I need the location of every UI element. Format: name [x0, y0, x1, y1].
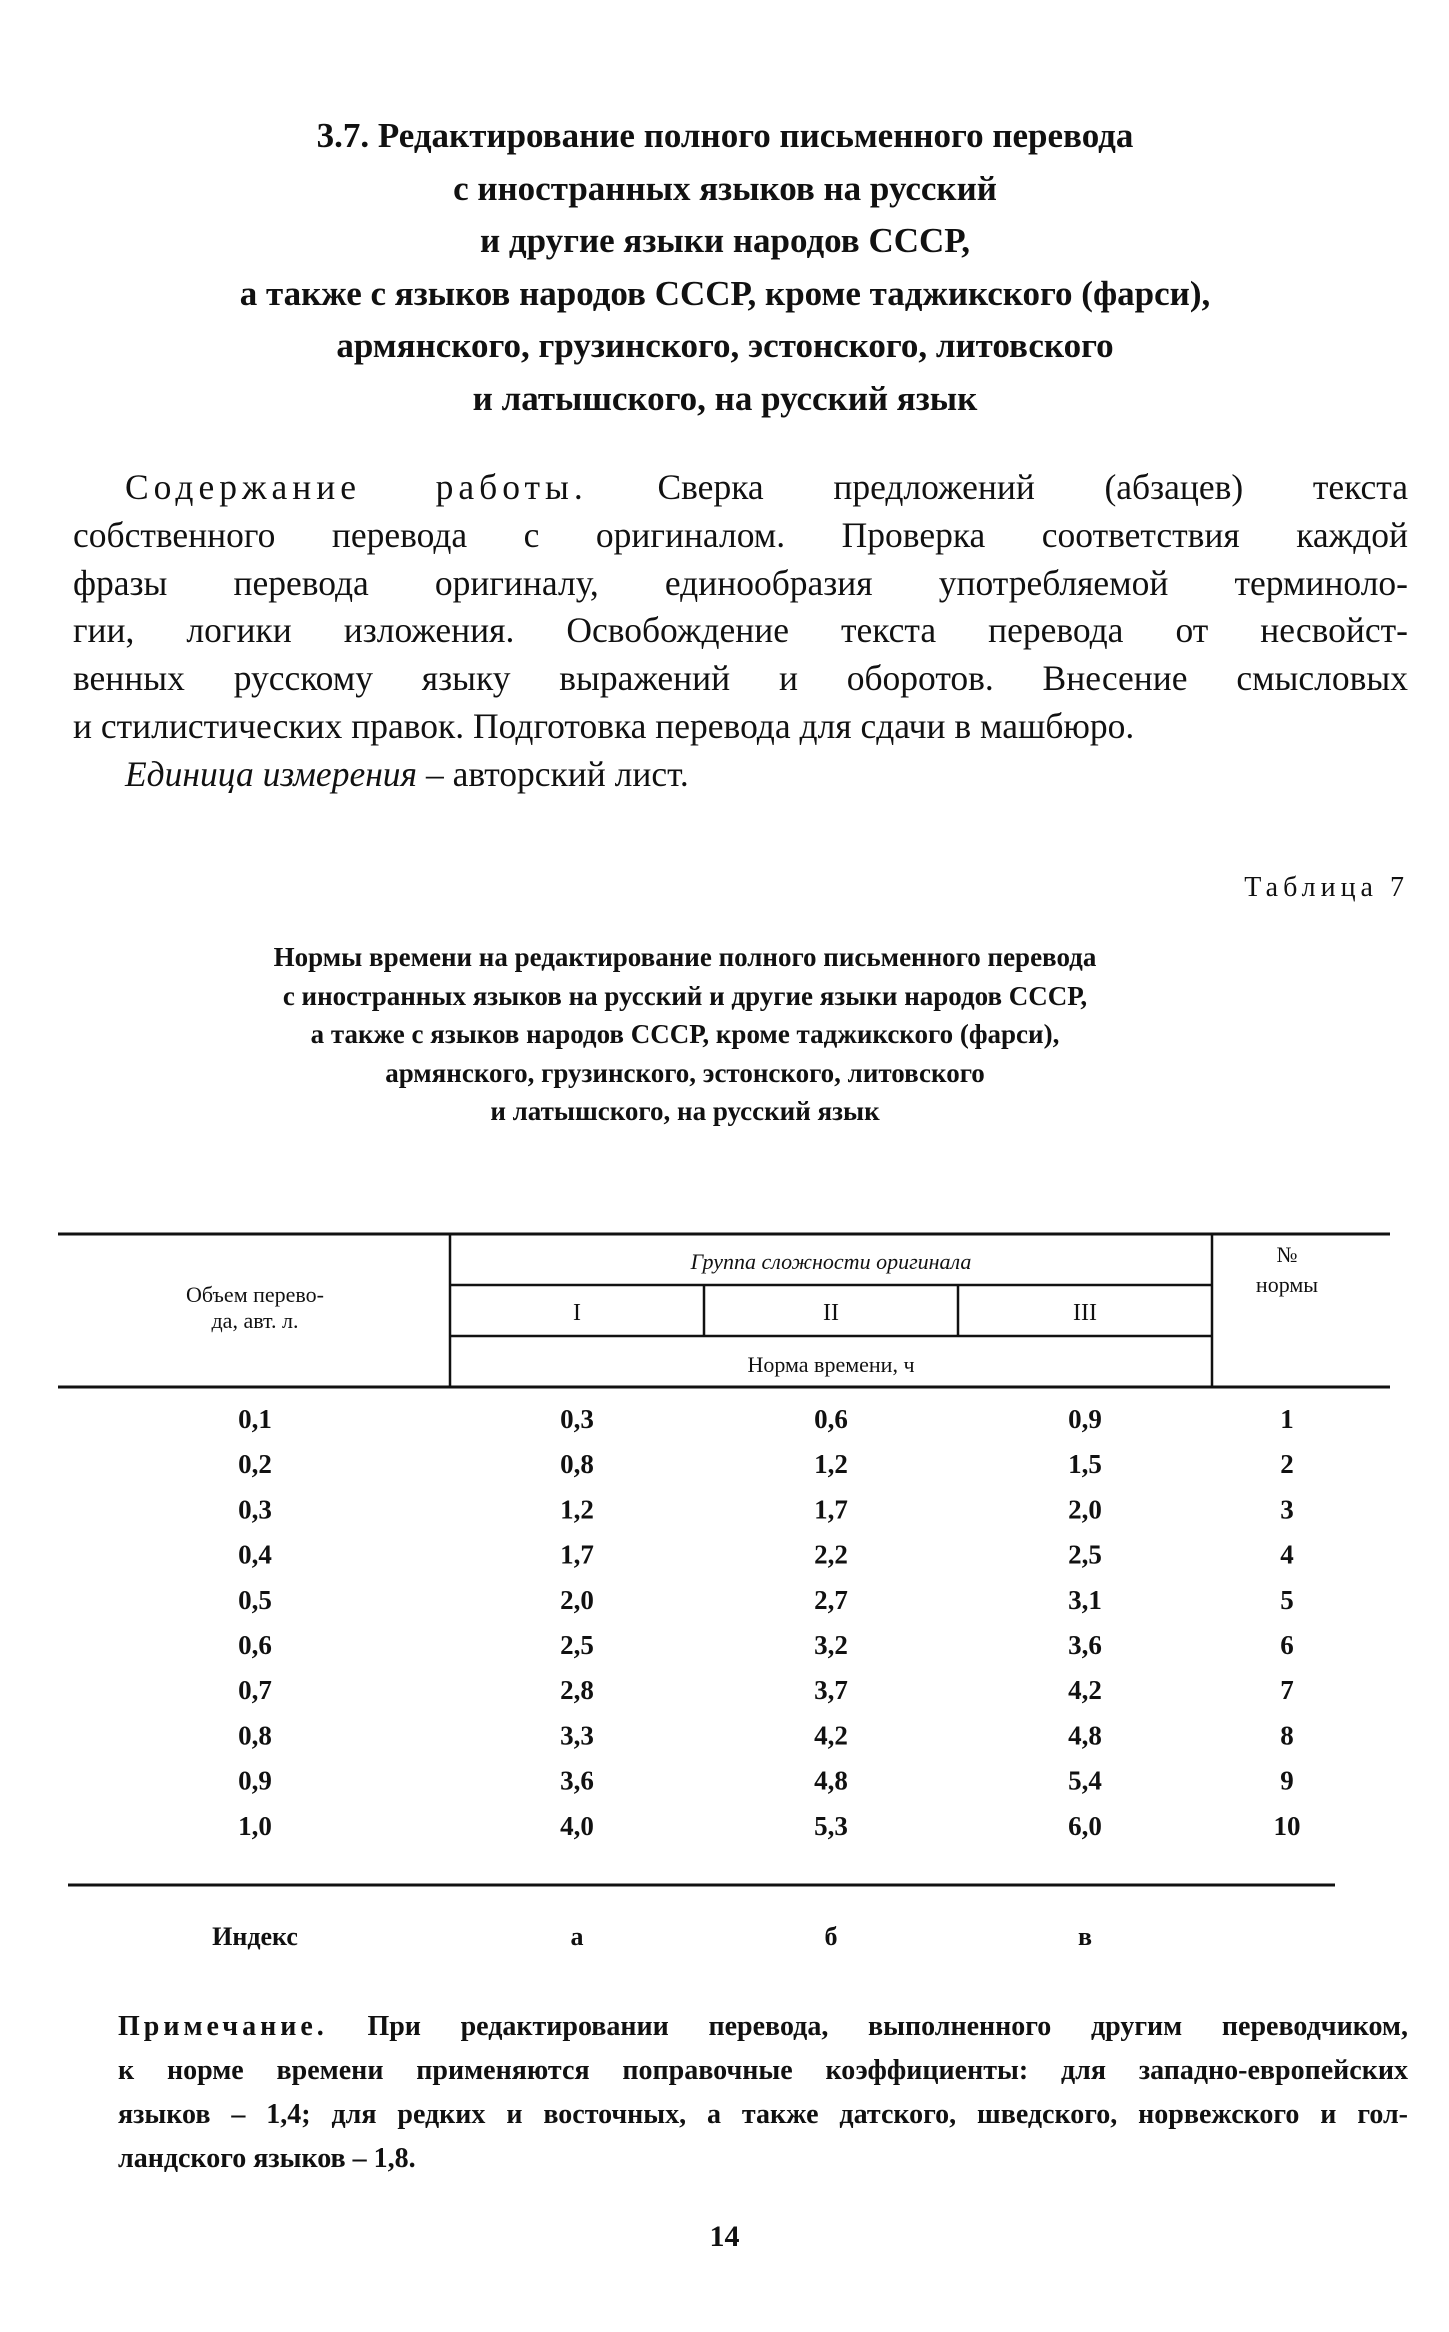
- cell-volume: 0,2: [238, 1449, 272, 1480]
- work-content-lead: Содержание работы.: [125, 467, 588, 507]
- cell-volume: 0,7: [238, 1675, 272, 1706]
- cell-norm-number: 2: [1280, 1449, 1294, 1480]
- cell-group-ii: 5,3: [814, 1810, 848, 1841]
- table-row: [238, 1404, 1294, 1434]
- cell-group-iii: 1,5: [1068, 1449, 1102, 1480]
- cell-norm-number: 4: [1280, 1539, 1294, 1570]
- header-group-iii: III: [1073, 1300, 1097, 1326]
- cell-group-iii: 4,8: [1068, 1720, 1102, 1751]
- note-line: ландского языков – 1,8.: [118, 2143, 416, 2174]
- cell-volume: 0,6: [238, 1630, 272, 1660]
- header-group: Группа сложности оригинала: [690, 1249, 972, 1274]
- cell-volume: 0,1: [238, 1404, 272, 1434]
- cell-norm-number: 9: [1280, 1765, 1294, 1796]
- cell-group-ii: 1,7: [814, 1494, 848, 1525]
- table-row: [238, 1630, 1294, 1660]
- section-heading-line: 3.7. Редактирование полного письменного перевода: [316, 116, 1134, 155]
- cell-group-i: 2,0: [560, 1584, 594, 1615]
- section-heading-line: а также с языков народов СССР, кроме таджикского (фарси),: [239, 273, 1211, 313]
- table-row: [238, 1811, 1300, 1841]
- note-line: к норме времени применяются поправочные коэффициенты: для западно-европейских: [118, 2055, 1408, 2086]
- header-group-ii: II: [823, 1300, 839, 1326]
- cell-group-i: 2,5: [560, 1630, 594, 1660]
- cell-group-i: 0,3: [560, 1404, 594, 1434]
- cell-group-i: 1,2: [560, 1494, 594, 1525]
- header-volume: Объем перево-: [186, 1282, 324, 1307]
- cell-group-iii: 6,0: [1068, 1810, 1102, 1841]
- cell-group-iii: 3,1: [1068, 1584, 1102, 1615]
- cell-group-iii: 0,9: [1068, 1404, 1102, 1434]
- cell-group-ii: 1,2: [814, 1449, 848, 1480]
- header-time-norm: Норма времени, ч: [747, 1352, 915, 1377]
- section-heading-line: с иностранных языков на русский: [453, 168, 997, 208]
- cell-group-i: 1,7: [560, 1539, 594, 1570]
- cell-group-i: 2,8: [560, 1675, 594, 1706]
- cell-group-iii: 2,5: [1068, 1539, 1102, 1570]
- note-label: Примечание.: [118, 2011, 328, 2042]
- table-row: [238, 1449, 1294, 1479]
- cell-group-ii: 3,2: [814, 1630, 848, 1660]
- cell-norm-number: 1: [1280, 1404, 1294, 1434]
- unit-label: Единица измерения: [125, 753, 418, 794]
- table-title-line: с иностранных языков на русский и другие языки народов СССР,: [282, 980, 1088, 1011]
- table-row: [238, 1540, 1294, 1570]
- header-norm-number: нормы: [1255, 1272, 1319, 1297]
- header-volume: да, авт. л.: [211, 1308, 299, 1333]
- section-heading-line: и другие языки народов СССР,: [479, 221, 971, 260]
- table-row: [238, 1585, 1294, 1615]
- cell-group-iii: 5,4: [1068, 1765, 1102, 1796]
- paragraph-line: и стилистических правок. Подготовка перевода для сдачи в машбюро.: [73, 705, 1135, 746]
- cell-group-ii: 3,7: [814, 1675, 848, 1706]
- cell-volume: 0,8: [238, 1720, 272, 1751]
- table-title-line: армянского, грузинского, эстонского, литовского: [385, 1057, 985, 1088]
- cell-group-ii: 4,8: [814, 1765, 848, 1796]
- table-label: Таблица 7: [1244, 872, 1409, 903]
- index-g1: а: [570, 1922, 584, 1951]
- section-heading-line: и латышского, на русский язык: [472, 378, 978, 418]
- cell-volume: 0,4: [238, 1539, 272, 1570]
- paragraph-line: фразы перевода оригиналу, единообразия употребляемой терминоло-: [73, 562, 1408, 603]
- note-line-text: При редактировании перевода, выполненного другим переводчиком,: [367, 2011, 1409, 2042]
- paragraph-line: гии, логики изложения. Освобождение текста перевода от несвойст-: [73, 610, 1408, 651]
- note-line: [118, 2005, 1408, 2049]
- index-g2: б: [824, 1922, 838, 1951]
- page-number: 14: [709, 2220, 740, 2253]
- cell-volume: 1,0: [238, 1810, 272, 1841]
- note-line: языков – 1,4; для редких и восточных, а также датского, шведского, норвежского и гол-: [118, 2099, 1408, 2130]
- cell-group-i: 4,0: [560, 1810, 594, 1841]
- unit-value: – авторский лист.: [425, 753, 689, 794]
- cell-group-iii: 3,6: [1068, 1630, 1102, 1660]
- cell-volume: 0,9: [238, 1765, 272, 1796]
- cell-group-ii: 0,6: [814, 1404, 848, 1434]
- cell-group-ii: 4,2: [814, 1720, 848, 1751]
- cell-norm-number: 10: [1273, 1810, 1301, 1841]
- cell-volume: 0,3: [238, 1494, 272, 1525]
- cell-group-i: 3,6: [560, 1765, 594, 1796]
- cell-norm-number: 7: [1280, 1675, 1294, 1706]
- cell-group-i: 3,3: [560, 1720, 594, 1751]
- table-row: [238, 1720, 1294, 1750]
- index-label: Индекс: [212, 1922, 298, 1951]
- table-title-line: и латышского, на русский язык: [490, 1096, 880, 1126]
- table-row: [238, 1766, 1294, 1796]
- cell-volume: 0,5: [238, 1584, 272, 1615]
- table-body: [238, 1404, 1300, 1841]
- cell-norm-number: 8: [1280, 1720, 1294, 1751]
- paragraph-line-text: Сверка предложений (абзацев) текста: [657, 467, 1408, 507]
- table-title-line: Нормы времени на редактирование полного письменного перевода: [273, 942, 1097, 972]
- section-heading-line: армянского, грузинского, эстонского, литовского: [336, 326, 1114, 365]
- cell-group-ii: 2,2: [814, 1539, 848, 1570]
- paragraph-line: собственного перевода с оригиналом. Проверка соответствия каждой: [73, 514, 1408, 555]
- header-group-i: I: [573, 1300, 581, 1326]
- table-row: [238, 1494, 1294, 1524]
- cell-group-iii: 4,2: [1068, 1675, 1102, 1706]
- index-g3: в: [1077, 1922, 1093, 1951]
- table-row: [238, 1675, 1294, 1705]
- cell-group-ii: 2,7: [814, 1584, 848, 1615]
- cell-norm-number: 5: [1280, 1584, 1294, 1615]
- cell-group-i: 0,8: [560, 1449, 594, 1480]
- header-norm-number: №: [1276, 1242, 1298, 1267]
- cell-norm-number: 3: [1280, 1494, 1294, 1525]
- cell-norm-number: 6: [1280, 1630, 1294, 1660]
- note-paragraph: [118, 2005, 1408, 2181]
- cell-group-iii: 2,0: [1068, 1494, 1102, 1525]
- paragraph-line: венных русскому языку выражений и оборотов. Внесение смысловых: [73, 658, 1408, 699]
- table-title-line: а также с языков народов СССР, кроме таджикского (фарси),: [310, 1019, 1060, 1049]
